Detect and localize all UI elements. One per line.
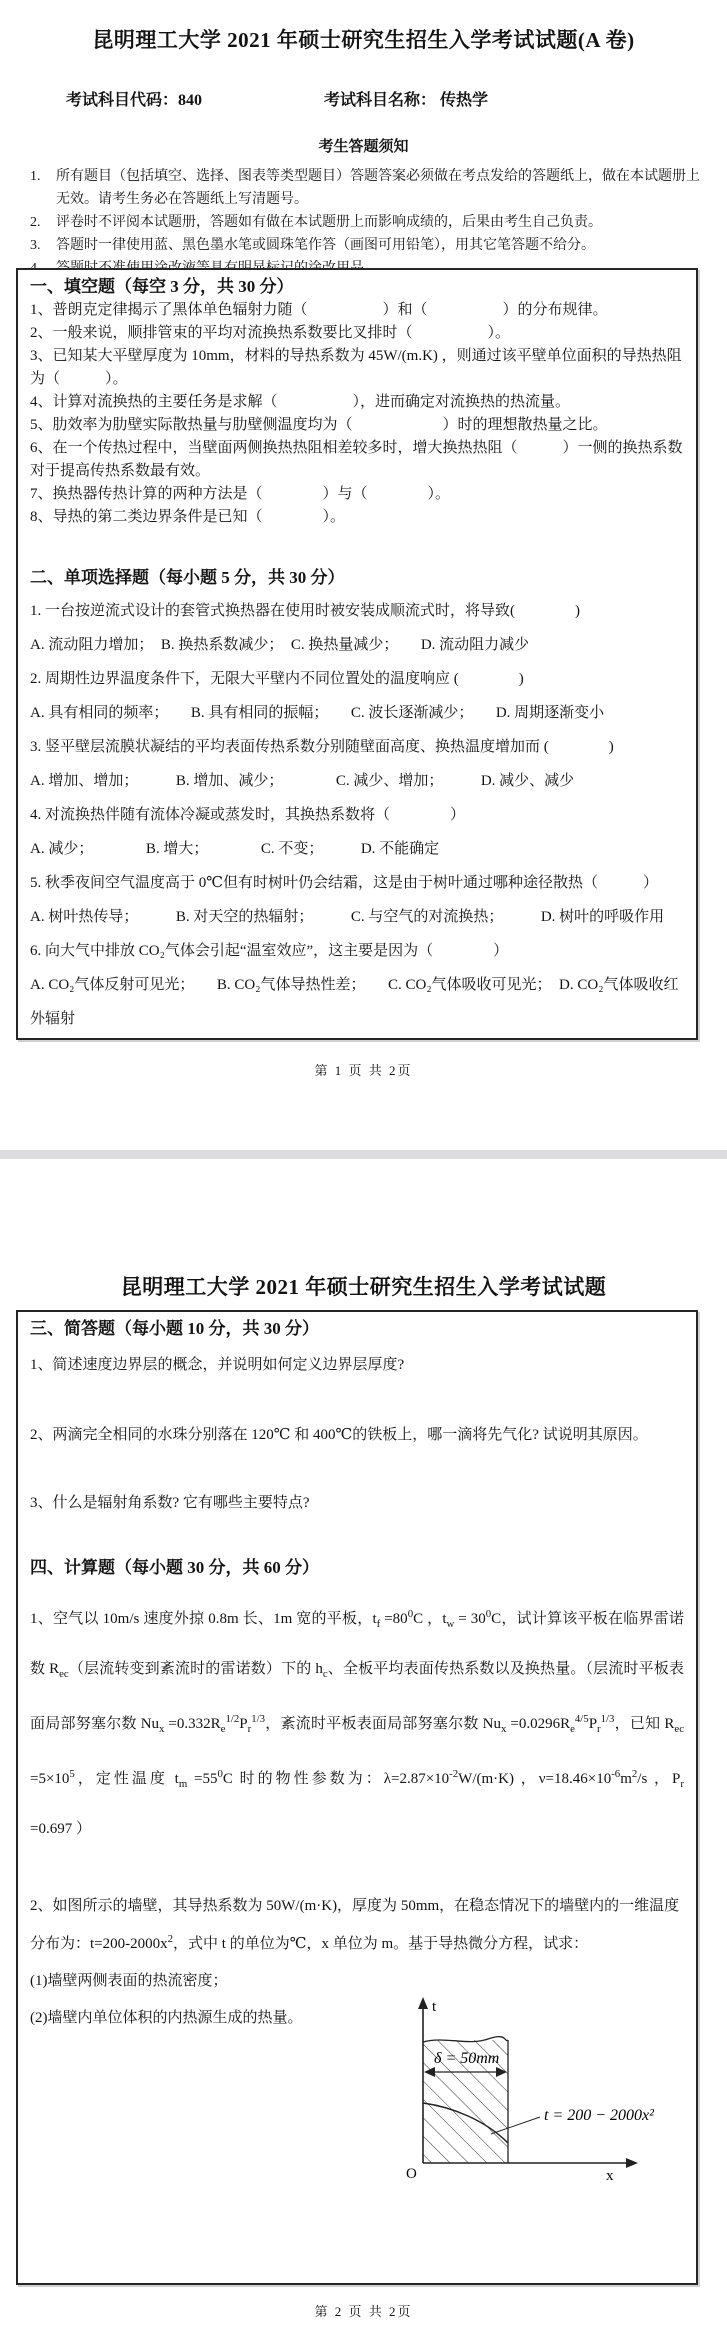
t-axis-arrow-icon bbox=[418, 1997, 428, 2009]
wall-diagram-svg bbox=[390, 1993, 690, 2203]
questions-box-page2 bbox=[16, 1310, 698, 2285]
calc-question-2-part2: (2)墙壁内单位体积的内热源生成的热量。 bbox=[30, 2010, 303, 2026]
choice-question: 3. 竖平壁层流膜状凝结的平均表面传热系数分别随壁面高度、换热温度增加而 ( ) bbox=[30, 739, 614, 755]
page1-title: 昆明理工大学 2021 年硕士研究生招生入学考试试题(A 卷) bbox=[92, 28, 635, 52]
short-answer-item: 3、什么是辐射角系数? 它有哪些主要特点? bbox=[30, 1495, 310, 1511]
fill-item: 3、已知某大平壁厚度为 10mm，材料的导热系数为 45W/(m.K) ，则通过该平壁单位面积的导热热阻为（ ）。 bbox=[30, 348, 682, 387]
section4-heading: 四、计算题（每小题 30 分，共 60 分） bbox=[30, 1558, 319, 1577]
section3-heading: 三、简答题（每小题 10 分，共 30 分） bbox=[30, 1319, 319, 1338]
notice-number: 1. bbox=[30, 169, 41, 184]
fill-item: 2、一般来说，顺排管束的平均对流换热系数要比叉排时（ ）。 bbox=[30, 325, 511, 341]
exam-page-2 bbox=[0, 1159, 727, 2331]
choice-options: A. 具有相同的频率； B. 具有相同的振幅； C. 波长逐渐减少； D. 周期逐渐变小 bbox=[30, 705, 605, 721]
notice-item bbox=[30, 165, 701, 211]
choice-options: A. CO₂气体反射可见光； B. CO₂气体导热性差； C. CO₂气体吸收可见光； D. CO₂气体吸收红外辐射 bbox=[30, 977, 679, 1027]
choice-options: A. 流动阻力增加； B. 换热系数减少； C. 换热量减少； D. 流动阻力减少 bbox=[30, 637, 530, 653]
section1-heading: 一、填空题（每空 3 分，共 30 分） bbox=[30, 277, 294, 296]
section2-heading: 二、单项选择题（每小题 5 分，共 30 分） bbox=[30, 568, 345, 587]
short-answer-item: 1、简述速度边界层的概念，并说明如何定义边界层厚度? bbox=[30, 1357, 405, 1373]
page2-title: 昆明理工大学 2021 年硕士研究生招生入学考试试题 bbox=[120, 1275, 607, 1299]
choice-options: A. 减少； B. 增大； C. 不变； D. 不能确定 bbox=[30, 841, 440, 857]
questions-box-page1 bbox=[16, 268, 698, 1040]
fill-item: 7、换热器传热计算的两种方法是（ ）与（ ）。 bbox=[30, 486, 451, 502]
origin-label: O bbox=[406, 2166, 417, 2182]
fill-item: 5、肋效率为肋壁实际散热量与肋壁侧温度均为（ ）时的理想散热量之比。 bbox=[30, 417, 608, 433]
t-axis-label: t bbox=[432, 1999, 437, 2015]
wall-temperature-figure bbox=[390, 1993, 690, 2203]
x-axis-arrow-icon bbox=[626, 2158, 638, 2168]
calc-question-1: 1、空气以 10m/s 速度外掠 0.8m 长、1m 宽的平板，$t_f =80^0C$ ，$t_w = 30^0C$，试计算该平板在临界雷诺数 $R_{ec}$（层流转变到紊流时的雷诺数）下的 $h_c$、全板平均表面传热系数以及换热量。（层流时平板表面局部努塞尔数 $Nu_x =0.332R_e^{1/2}P_r^{1/3}$，紊流时平板表面局部努塞尔数 $Nu_x =0.0296R_e^{4/5}P_r^{1/3}$，已知 $R_{ec} =5\times 10^5$，定性温度 $t_m =55^0C$ 时的物性参数为：$\lambda=2.87\times 10^{-2}W/(m\cdot K)$ ，$\nu=18.46\times 10^{-6}m^2/s$ ，$P_r =0.697$ ） bbox=[30, 1608, 685, 1837]
calc-question-2-intro: 2、如图所示的墙壁，其导热系数为 50W/(m·K)，厚度为 50mm，在稳态情况下的墙壁内的一维温度分布为：$t=200-2000x^2$，式中 t 的单位为℃，x 单位为 m。基于导热微分方程，试求： bbox=[30, 1898, 680, 1952]
exam-page-1 bbox=[0, 0, 727, 1150]
choice-options: A. 树叶热传导； B. 对天空的热辐射； C. 与空气的对流换热； D. 树叶的呼吸作用 bbox=[30, 909, 665, 925]
notice-item bbox=[30, 211, 701, 234]
fill-item: 6、在一个传热过程中，当壁面两侧换热热阻相差较多时，增大换热热阻（ ）一侧的换热系数对于提高传热系数最有效。 bbox=[30, 440, 683, 479]
notice-item bbox=[30, 234, 701, 257]
notice-number: 2. bbox=[30, 215, 41, 230]
fill-item: 8、导热的第二类边界条件是已知（ ）。 bbox=[30, 509, 346, 525]
notice-number: 3. bbox=[30, 238, 41, 253]
fill-item: 4、计算对流换热的主要任务是求解（ ），进而确定对流换热的热流量。 bbox=[30, 394, 571, 410]
subject-name-label: 考试科目名称： 传热学 bbox=[324, 92, 489, 109]
notice-text: 评卷时不评阅本试题册，答题如有做在本试题册上而影响成绩的，后果由考生自己负责。 bbox=[56, 215, 602, 230]
choice-options: A. 增加、增加； B. 增加、减少； C. 减少、增加； D. 减少、减少 bbox=[30, 773, 575, 789]
notice-list bbox=[30, 165, 701, 280]
notice-title: 考生答题须知 bbox=[318, 139, 409, 155]
choice-question: 6. 向大气中排放 CO₂气体会引起“温室效应”，这主要是因为（ ） bbox=[30, 943, 509, 959]
fill-item: 1、普朗克定律揭示了黑体单色辐射力随（ ）和（ ）的分布规律。 bbox=[30, 302, 608, 318]
subject-code-label: 考试科目代码：840 bbox=[66, 92, 203, 109]
temperature-curve-label: t = 200 − 2000x² bbox=[544, 2107, 654, 2124]
choice-question: 5. 秋季夜间空气温度高于 0℃但有时树叶仍会结霜，这是由于树叶通过哪种途径散热（ ） bbox=[30, 875, 659, 891]
calc-question-2-part1: (1)墙壁两侧表面的热流密度； bbox=[30, 1973, 228, 1989]
notice-text: 答题时一律使用蓝、黑色墨水笔或圆珠笔作答（画图可用铅笔），用其它笔答题不给分。 bbox=[56, 238, 595, 253]
notice-text: 所有题目（包括填空、选择、图表等类型题目）答题答案必须做在考点发给的答题纸上，做在本试题册上无效。请考生务必在答题纸上写清题号。 bbox=[56, 169, 700, 207]
x-axis-label: x bbox=[606, 2168, 614, 2184]
page-divider bbox=[0, 1150, 727, 1159]
choice-question: 1. 一台按逆流式设计的套管式换热器在使用时被安装成顺流式时，将导致( ) bbox=[30, 603, 580, 619]
short-answer-item: 2、两滴完全相同的水珠分别落在 120℃ 和 400℃的铁板上，哪一滴将先气化? 试说明其原因。 bbox=[30, 1427, 648, 1443]
choice-question: 4. 对流换热伴随有流体冷凝或蒸发时，其换热系数将（ ） bbox=[30, 807, 466, 823]
subject-row bbox=[66, 87, 727, 110]
page1-footer: 第 1 页 共 2页 bbox=[314, 1063, 413, 1078]
page2-footer: 第 2 页 共 2页 bbox=[314, 2304, 413, 2319]
wall-thickness-label: δ = 50mm bbox=[434, 2050, 500, 2067]
choice-question: 2. 周期性边界温度条件下，无限大平壁内不同位置处的温度响应 ( ) bbox=[30, 671, 524, 687]
